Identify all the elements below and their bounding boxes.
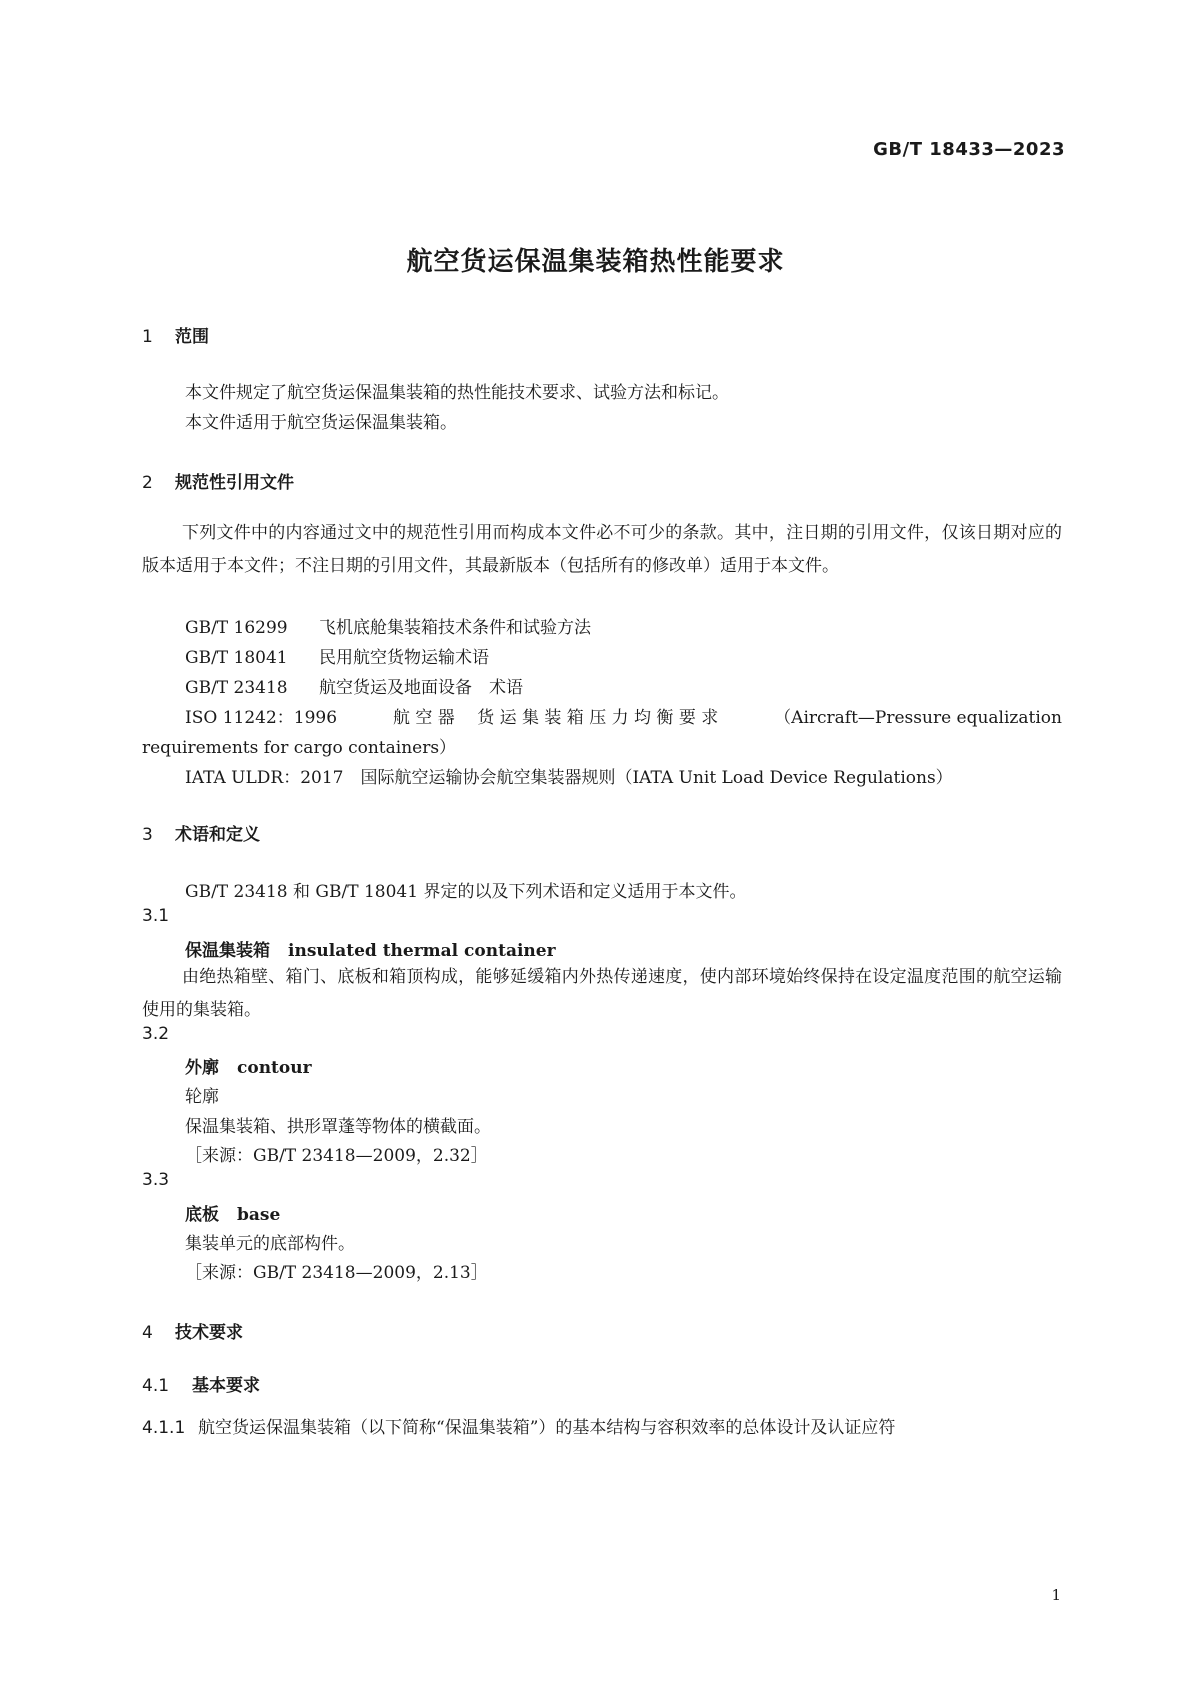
reference-code: GB/T 23418	[185, 678, 288, 698]
section-number: 2	[142, 473, 153, 493]
reference-continuation: requirements for cargo containers）	[142, 738, 457, 758]
term-cn: 保温集装箱	[185, 941, 270, 961]
reference-code: GB/T 16299	[185, 618, 288, 638]
reference-item	[185, 643, 489, 668]
page-number: 1	[1051, 1586, 1061, 1604]
subsection-number: 4.1	[142, 1376, 170, 1396]
reference-title: 民用航空货物运输术语	[319, 648, 489, 668]
term-entry	[185, 936, 556, 961]
section-number: 3	[142, 825, 153, 845]
term-source: ［来源：GB/T 23418—2009，2.13］	[185, 1263, 488, 1283]
term-entry	[185, 1200, 280, 1225]
section-title: 技术要求	[175, 1323, 243, 1343]
term-en: base	[237, 1205, 281, 1225]
section-title: 规范性引用文件	[175, 473, 294, 493]
term-definition: 保温集装箱、拱形罩蓬等物体的横截面。	[185, 1117, 491, 1137]
section-1-heading	[142, 322, 209, 347]
standard-code: GB/T 18433—2023	[873, 139, 1065, 160]
term-entry	[185, 1053, 312, 1078]
section-number: 4	[142, 1323, 153, 1343]
reference-code: GB/T 18041	[185, 648, 288, 668]
reference-title-en: （Aircraft—Pressure equalization	[774, 708, 1062, 728]
reference-title: 飞机底舱集装箱技术条件和试验方法	[319, 618, 591, 638]
document-title: 航空货运保温集装箱热性能要求	[406, 247, 785, 277]
section-4-heading	[142, 1318, 243, 1343]
clause-text: 航空货运保温集装箱（以下简称“保温集装箱”）的基本结构与容积效率的总体设计及认证应符	[198, 1418, 896, 1438]
reference-title: 航空货运及地面设备 术语	[319, 678, 523, 698]
paragraph: 下列文件中的内容通过文中的规范性引用而构成本文件必不可少的条款。其中，注日期的引用文件，仅该日期对应的版本适用于本文件；不注日期的引用文件，其最新版本（包括所有的修改单）适用于本文件。	[142, 523, 1062, 576]
clause-4-1-1	[142, 1413, 895, 1438]
section-2-heading	[142, 468, 294, 493]
reference-item-iata: IATA ULDR：2017 国际航空运输协会航空集装器规则（IATA Unit Load Device Regulations）	[185, 768, 953, 788]
reference-code: ISO 11242：1996	[185, 708, 338, 728]
term-cn: 底板	[185, 1205, 219, 1225]
term-number: 3.1	[142, 906, 170, 926]
section-number: 1	[142, 327, 153, 347]
term-alternative: 轮廓	[185, 1087, 219, 1107]
clause-number: 4.1.1	[142, 1418, 186, 1438]
section-title: 范围	[175, 327, 209, 347]
term-source: ［来源：GB/T 23418—2009，2.32］	[185, 1146, 488, 1166]
term-number: 3.2	[142, 1024, 170, 1044]
term-en: insulated thermal container	[288, 941, 556, 961]
paragraph: 本文件规定了航空货运保温集装箱的热性能技术要求、试验方法和标记。	[185, 383, 729, 403]
reference-item	[185, 673, 523, 698]
paragraph: GB/T 23418 和 GB/T 18041 界定的以及下列术语和定义适用于本文件。	[185, 882, 747, 902]
paragraph: 本文件适用于航空货运保温集装箱。	[185, 413, 457, 433]
section-title: 术语和定义	[175, 825, 260, 845]
reference-title-cn: 航 空 器 货 运 集 装 箱 压 力 均 衡 要 求	[392, 708, 719, 728]
term-en: contour	[237, 1058, 312, 1078]
term-cn: 外廓	[185, 1058, 219, 1078]
term-definition: 集装单元的底部构件。	[185, 1234, 355, 1254]
subsection-title: 基本要求	[192, 1376, 260, 1396]
term-definition: 由绝热箱壁、箱门、底板和箱顶构成，能够延缓箱内外热传递速度，使内部环境始终保持在设定温度范围的航空运输使用的集装箱。	[142, 967, 1062, 1020]
section-3-heading	[142, 820, 260, 845]
reference-item-iso	[185, 703, 1062, 728]
term-number: 3.3	[142, 1170, 170, 1190]
subsection-4-1-heading	[142, 1371, 260, 1396]
reference-item	[185, 613, 591, 638]
